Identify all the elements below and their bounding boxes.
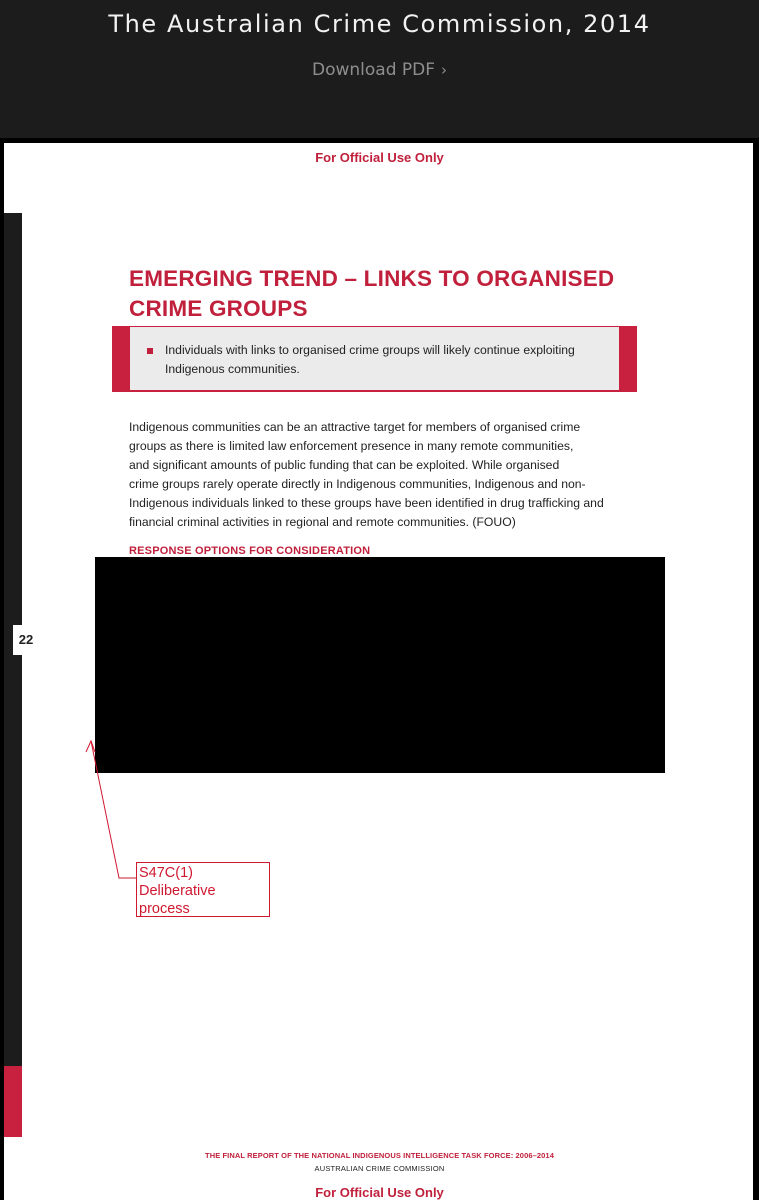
page-side-accent xyxy=(4,1066,22,1137)
download-label: Download PDF xyxy=(311,60,436,80)
chevron-right-icon: › xyxy=(441,61,448,79)
response-options-heading: RESPONSE OPTIONS FOR CONSIDERATION xyxy=(129,545,371,557)
annotation-line: Deliberative xyxy=(139,883,216,899)
body-line: groups as there is limited law enforcement presence in many remote communities, xyxy=(129,439,574,453)
viewer-header xyxy=(0,0,759,138)
annotation-line: S47C(1) xyxy=(139,865,193,881)
report-footer-subtitle: AUSTRALIAN CRIME COMMISSION xyxy=(314,1164,445,1173)
section-heading-line2: CRIME GROUPS xyxy=(129,296,308,321)
body-line: Indigenous individuals linked to these groups have been identified in drug trafficking and xyxy=(129,496,604,510)
redaction-block xyxy=(95,557,665,773)
body-line: crime groups rarely operate directly in Indigenous communities, Indigenous and non- xyxy=(129,477,586,491)
report-footer-title: THE FINAL REPORT OF THE NATIONAL INDIGENOUS INTELLIGENCE TASK FORCE: 2006–2014 xyxy=(205,1151,554,1160)
page-side-strip xyxy=(4,213,22,1137)
redaction-annotation-box xyxy=(136,862,270,917)
page-number: 22 xyxy=(13,625,39,655)
annotation-line: process xyxy=(139,901,190,917)
document-title: The Australian Crime Commission, 2014 xyxy=(108,10,651,38)
callout-body xyxy=(130,327,619,390)
section-heading-line1: EMERGING TREND – LINKS TO ORGANISED xyxy=(129,266,615,291)
download-pdf-link[interactable] xyxy=(0,60,759,80)
body-paragraph xyxy=(129,418,634,532)
body-line: and significant amounts of public funding that can be exploited. While organised xyxy=(129,458,560,472)
body-line: Indigenous communities can be an attractive target for members of organised crime xyxy=(129,420,581,434)
bullet-icon xyxy=(147,348,153,354)
callout-text: Individuals with links to organised crime groups will likely continue exploiting Indigenous communities. xyxy=(165,343,575,376)
official-use-header: For Official Use Only xyxy=(315,150,444,165)
key-judgement-callout xyxy=(112,326,637,392)
official-use-footer: For Official Use Only xyxy=(315,1185,444,1200)
body-line: financial criminal activities in regional and remote communities. (FOUO) xyxy=(129,515,516,529)
section-heading xyxy=(129,264,649,324)
